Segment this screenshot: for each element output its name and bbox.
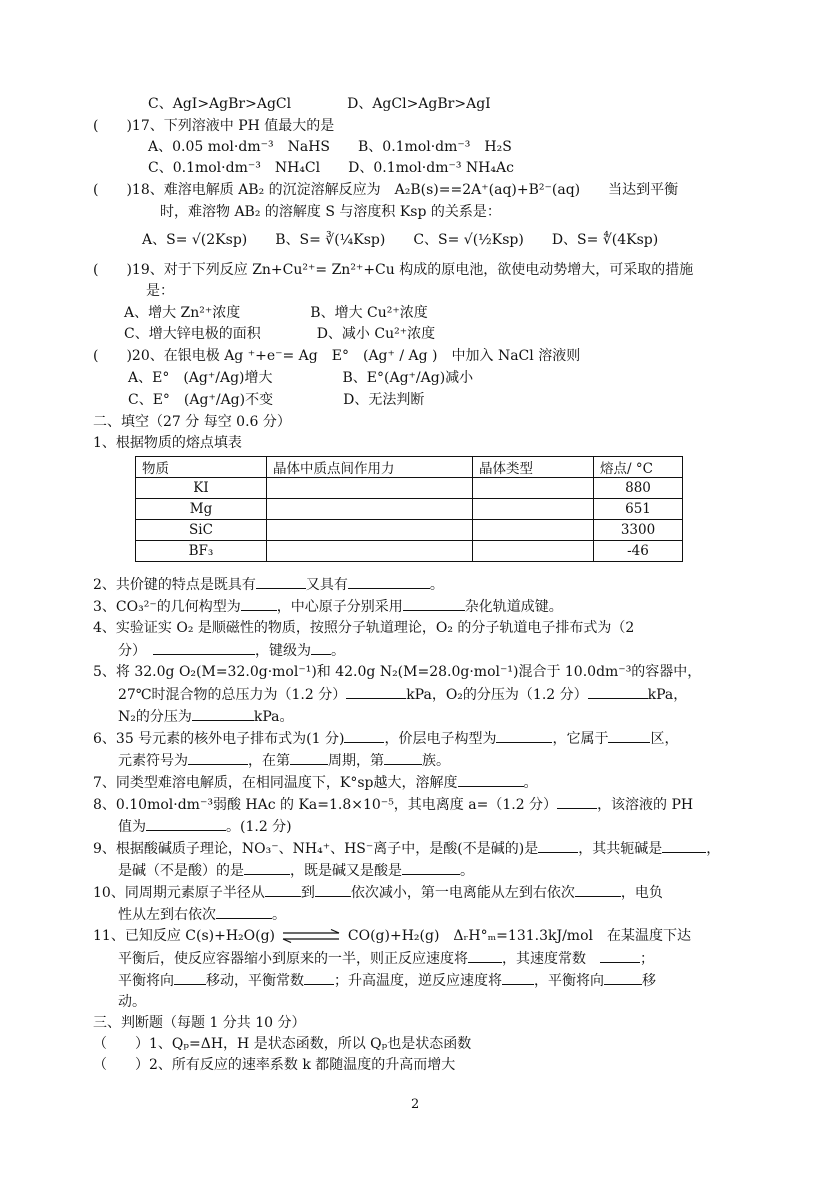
q19-stem: ( )19、对于下列反应 Zn+Cu²⁺= Zn²⁺+Cu 构成的原电池，欲使电动势增大，可采取的措施 [93,262,694,278]
q20-stem: ( )20、在银电极 Ag ⁺+e⁻= Ag E° (Ag⁺ / Ag ) 中加入 NaCl 溶液则 [93,348,581,364]
table-header-row [136,457,683,478]
answer-blank[interactable] [403,596,465,611]
fill-6: 6、35 号元素的核外电子排布式为(1 分) ，价层电子构型为 ，它属于 区， [93,728,678,749]
answer-blank[interactable] [344,728,384,743]
table-cell: KI [136,478,267,499]
answer-blank[interactable] [600,948,640,963]
table-cell [267,499,473,520]
answer-blank[interactable] [662,838,706,853]
fill-5: 5、将 32.0g O₂(M=32.0g·mol⁻¹)和 42.0g N₂(M=28.0g·mol⁻¹)混合于 10.0dm⁻³的容器中， [93,664,702,680]
answer-blank[interactable] [502,970,534,985]
table-row [136,520,683,541]
table-cell: SiC [136,520,267,541]
fill-3: 3、CO₃²⁻的几何构型为 ，中心原子分别采用 杂化轨道成键。 [93,596,563,617]
answer-blank[interactable] [192,706,254,721]
q17-stem: ( )17、下列溶液中 PH 值最大的是 [93,118,335,134]
q17-options-cd: C、0.1mol·dm⁻³ NH₄Cl D、0.1mol·dm⁻³ NH₄Ac [148,160,514,176]
answer-blank[interactable] [315,882,351,897]
fill-9: 9、根据酸碱质子理论，NO₃⁻、NH₄⁺、HS⁻离子中，是酸(不是碱的)是 ，其共轭碱是 ， [93,838,720,859]
fill-8: 8、0.10mol·dm⁻³弱酸 HAc 的 Ka=1.8×10⁻⁵，其电离度 a=（1.2 分） ，该溶液的 PH [93,794,693,815]
table-header: 晶体中质点间作用力 [267,457,473,478]
answer-blank[interactable] [604,970,642,985]
table-row [136,541,683,562]
section-2-heading: 二、填空（27 分 每空 0.6 分） [93,414,291,430]
page-number: 2 [411,1097,420,1112]
fill-1-stem: 1、根据物质的熔点填表 [93,435,242,451]
q20-options-cd: C、E° (Ag⁺/Ag)不变 D、无法判断 [128,392,425,408]
answer-blank[interactable] [468,948,502,963]
answer-blank[interactable] [188,750,248,765]
fill-11-cont: 平衡后，使反应容器缩小到原来的一半，则正反应速度将 ，其速度常数 ； [118,948,654,969]
table-cell: Mg [136,499,267,520]
table-cell: BF₃ [136,541,267,562]
answer-blank[interactable] [458,772,524,787]
table-cell: 880 [594,478,683,499]
answer-blank[interactable] [608,728,650,743]
answer-blank[interactable] [265,882,301,897]
answer-blank[interactable] [575,882,621,897]
q19-options-cd: C、增大锌电极的面积 D、减小 Cu²⁺浓度 [124,326,436,342]
q18-options: A、S= √(2Ksp) B、S= ∛(¼Ksp) C、S= √(½Ksp) D、S= ∜(4Ksp) [142,232,659,248]
q20-options-ab: A、E° (Ag⁺/Ag)增大 B、E°(Ag⁺/Ag)减小 [128,370,474,386]
answer-blank[interactable] [348,574,430,589]
table-row [136,499,683,520]
answer-blank[interactable] [174,970,206,985]
fill-11: 11、已知反应 C(s)+H₂O(g) CO(g)+H₂(g) ΔᵣH°ₘ=131.3kJ/mol 在某温度下达 [93,928,691,944]
table-cell: 651 [594,499,683,520]
table-cell [267,541,473,562]
answer-blank[interactable] [588,684,648,699]
table-header: 物质 [136,457,267,478]
fill-11-cont2: 平衡将向 移动，平衡常数 ；升高温度，逆反应速度将 ，平衡将向 移 [118,970,656,991]
table-header: 晶体类型 [473,457,594,478]
answer-blank[interactable] [146,816,226,831]
answer-blank[interactable] [290,750,328,765]
table-cell [473,541,594,562]
fill-5-cont2: N₂的分压为 kPa。 [118,706,294,727]
fill-4-cont: 分） ，键级为 。 [118,640,345,661]
table-header: 熔点/ °C [594,457,683,478]
fill-7: 7、同类型难溶电解质，在相同温度下，K°sp越大，溶解度 。 [93,772,538,793]
answer-blank[interactable] [244,860,290,875]
fill-5-cont: 27℃时混合物的总压力为（1.2 分） kPa，O₂的分压为（1.2 分） kPa， [118,684,687,705]
table-cell: 3300 [594,520,683,541]
judge-1: （ ）1、Qₚ=ΔH，H 是状态函数，所以 Qₚ也是状态函数 [93,1036,472,1052]
melting-point-table [135,456,683,562]
answer-blank[interactable] [216,904,272,919]
answer-blank[interactable] [311,640,331,655]
q18-stem: ( )18、难溶电解质 AB₂ 的沉淀溶解反应为 A₂B(s)==2A⁺(aq)+B²⁻(aq) 当达到平衡 [93,182,679,198]
section-3-heading: 三、判断题（每题 1 分共 10 分） [93,1015,306,1031]
answer-blank[interactable] [496,728,552,743]
table-cell [267,520,473,541]
q19-stem-cont: 是： [146,283,174,299]
q17-options-ab: A、0.05 mol·dm⁻³ NaHS B、0.1mol·dm⁻³ H₂S [148,139,512,155]
fill-9-cont: 是碱（不是酸）的是 ，既是碱又是酸是 。 [118,860,474,881]
answer-blank[interactable] [153,640,255,655]
answer-blank[interactable] [346,684,406,699]
answer-blank[interactable] [402,860,460,875]
fill-11-cont3: 动。 [118,994,146,1010]
table-row [136,478,683,499]
fill-10-cont: 性从左到右依次 。 [118,904,286,925]
table-cell: -46 [594,541,683,562]
q18-stem-cont: 时，难溶物 AB₂ 的溶解度 S 与溶度积 Ksp 的关系是： [160,204,501,220]
table-cell [473,520,594,541]
answer-blank[interactable] [538,838,578,853]
judge-2: （ ）2、所有反应的速率系数 k 都随温度的升高而增大 [93,1057,456,1073]
table-cell [267,478,473,499]
fill-2: 2、共价键的特点是既具有 又具有 。 [93,574,444,595]
fill-8-cont: 值为 。(1.2 分) [118,816,292,837]
equilibrium-arrow-icon [279,929,343,943]
answer-blank[interactable] [557,794,597,809]
q19-options-ab: A、增大 Zn²⁺浓度 B、增大 Cu²⁺浓度 [124,305,428,321]
fill-4: 4、实验证实 O₂ 是顺磁性的物质，按照分子轨道理论，O₂ 的分子轨道电子排布式为（2 [93,620,635,636]
answer-blank[interactable] [384,750,422,765]
fill-6-cont: 元素符号为 ，在第 周期，第 族。 [118,750,450,771]
fill-10: 10、同周期元素原子半径从 到 依次减小，第一电离能从左到右依次 ，电负 [93,882,663,903]
answer-blank[interactable] [256,574,306,589]
table-cell [473,478,594,499]
table-cell [473,499,594,520]
q16-options-cd: C、AgI>AgBr>AgCl D、AgCl>AgBr>AgI [148,96,491,112]
answer-blank[interactable] [304,970,334,985]
answer-blank[interactable] [241,596,277,611]
